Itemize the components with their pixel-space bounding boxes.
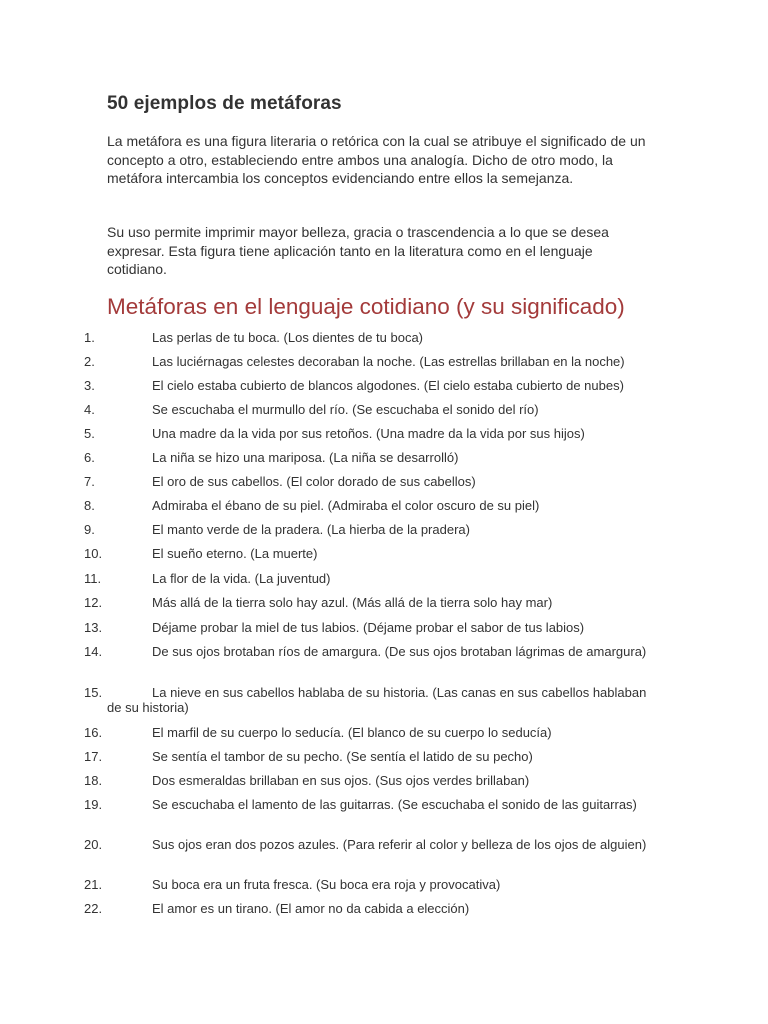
intro-paragraph: La metáfora es una figura literaria o retórica con la cual se atribuye el significado de un concepto a otro, estableciendo entre ambos una analogía. Dicho de otro modo, la metáfora intercambia los conceptos evidenciando entre ellos la semejanza. (107, 133, 646, 186)
list-item (0, 644, 768, 685)
list-item-text: La nieve en sus cabellos hablaba de su historia. (Las canas en sus cabellos hablaban de su historia) (107, 684, 647, 715)
list-item (0, 450, 768, 474)
list-item-number: 10. (84, 546, 103, 561)
list-item (0, 685, 768, 726)
list-item-number: 13. (84, 619, 103, 635)
usage-paragraph: Su uso permite imprimir mayor belleza, gracia o trascendencia a lo que se desea expresar. Esta figura tiene aplicación tanto en la literatura como en el lenguaje cotidiano. (107, 224, 609, 277)
list-item-number: 6. (84, 450, 95, 465)
list-item (0, 474, 768, 498)
list-item (0, 378, 768, 402)
metaphor-list (0, 330, 768, 925)
list-item-text: Una madre da la vida por sus retoños. (Una madre da la vida por sus hijos) (152, 426, 585, 441)
list-item (0, 620, 768, 645)
list-item-text: Dos esmeraldas brillaban en sus ojos. (Sus ojos verdes brillaban) (152, 773, 530, 788)
list-item-text: Se sentía el tambor de su pecho. (Se sentía el latido de su pecho) (152, 749, 533, 764)
list-item (0, 797, 768, 837)
list-item (0, 498, 768, 522)
list-item (0, 571, 768, 596)
list-item (0, 773, 768, 797)
list-item-number: 18. (84, 773, 103, 788)
list-item-text: El manto verde de la pradera. (La hierba de la pradera) (152, 522, 470, 537)
list-item-number: 7. (84, 474, 95, 489)
list-item-number: 9. (84, 522, 95, 537)
list-item-text: Admiraba el ébano de su piel. (Admiraba el color oscuro de su piel) (152, 498, 540, 513)
list-item-number: 11. (84, 570, 102, 586)
list-item-number: 19. (84, 797, 103, 812)
section-heading: Metáforas en el lenguaje cotidiano (y su significado) (107, 294, 625, 319)
list-item-number: 2. (84, 354, 95, 369)
list-item (0, 749, 768, 773)
list-item-number: 15. (84, 684, 103, 700)
list-item-text: El cielo estaba cubierto de blancos algodones. (El cielo estaba cubierto de nubes) (152, 378, 624, 393)
list-item (0, 595, 768, 620)
list-item-text: Déjame probar la miel de tus labios. (Déjame probar el sabor de tus labios) (152, 619, 585, 635)
list-item-number: 12. (84, 595, 103, 610)
list-item (0, 725, 768, 749)
list-item-number: 3. (84, 378, 95, 393)
list-item-text: Las perlas de tu boca. (Los dientes de tu boca) (152, 330, 424, 345)
list-item-text: El amor es un tirano. (El amor no da cabida a elección) (152, 901, 470, 916)
list-item-text: De sus ojos brotaban ríos de amargura. (De sus ojos brotaban lágrimas de amargura) (152, 644, 647, 659)
list-item-number: 20. (84, 837, 103, 852)
list-item-text: La flor de la vida. (La juventud) (152, 570, 331, 586)
list-item (0, 522, 768, 546)
list-item (0, 877, 768, 901)
list-item-number: 17. (84, 749, 103, 764)
list-item (0, 546, 768, 571)
list-item-number: 21. (84, 877, 103, 892)
list-item (0, 330, 768, 354)
list-item-text: Sus ojos eran dos pozos azules. (Para referir al color y belleza de los ojos de alguien) (152, 837, 647, 852)
list-item-text: Las luciérnagas celestes decoraban la noche. (Las estrellas brillaban en la noche) (152, 354, 625, 369)
list-item (0, 402, 768, 426)
list-item (0, 837, 768, 877)
list-item-text: Más allá de la tierra solo hay azul. (Más allá de la tierra solo hay mar) (152, 595, 553, 610)
document-title: 50 ejemplos de metáforas (107, 93, 342, 114)
list-item (0, 354, 768, 378)
list-item-text: Se escuchaba el lamento de las guitarras. (Se escuchaba el sonido de las guitarras) (152, 797, 637, 812)
list-item-text: El sueño eterno. (La muerte) (152, 546, 318, 561)
list-item-text: La niña se hizo una mariposa. (La niña se desarrolló) (152, 450, 459, 465)
list-item (0, 901, 768, 925)
list-item-number: 16. (84, 725, 103, 740)
list-item-number: 8. (84, 498, 95, 513)
list-item-number: 5. (84, 426, 95, 441)
list-item-text: El marfil de su cuerpo lo seducía. (El blanco de su cuerpo lo seducía) (152, 725, 552, 740)
list-item-text: Su boca era un fruta fresca. (Su boca era roja y provocativa) (152, 877, 501, 892)
list-item-number: 4. (84, 402, 95, 417)
list-item-text: El oro de sus cabellos. (El color dorado de sus cabellos) (152, 474, 476, 489)
list-item-number: 22. (84, 901, 103, 916)
list-item-number: 1. (84, 330, 95, 345)
list-item-number: 14. (84, 644, 103, 659)
list-item-text: Se escuchaba el murmullo del río. (Se escuchaba el sonido del río) (152, 402, 539, 417)
list-item (0, 426, 768, 450)
